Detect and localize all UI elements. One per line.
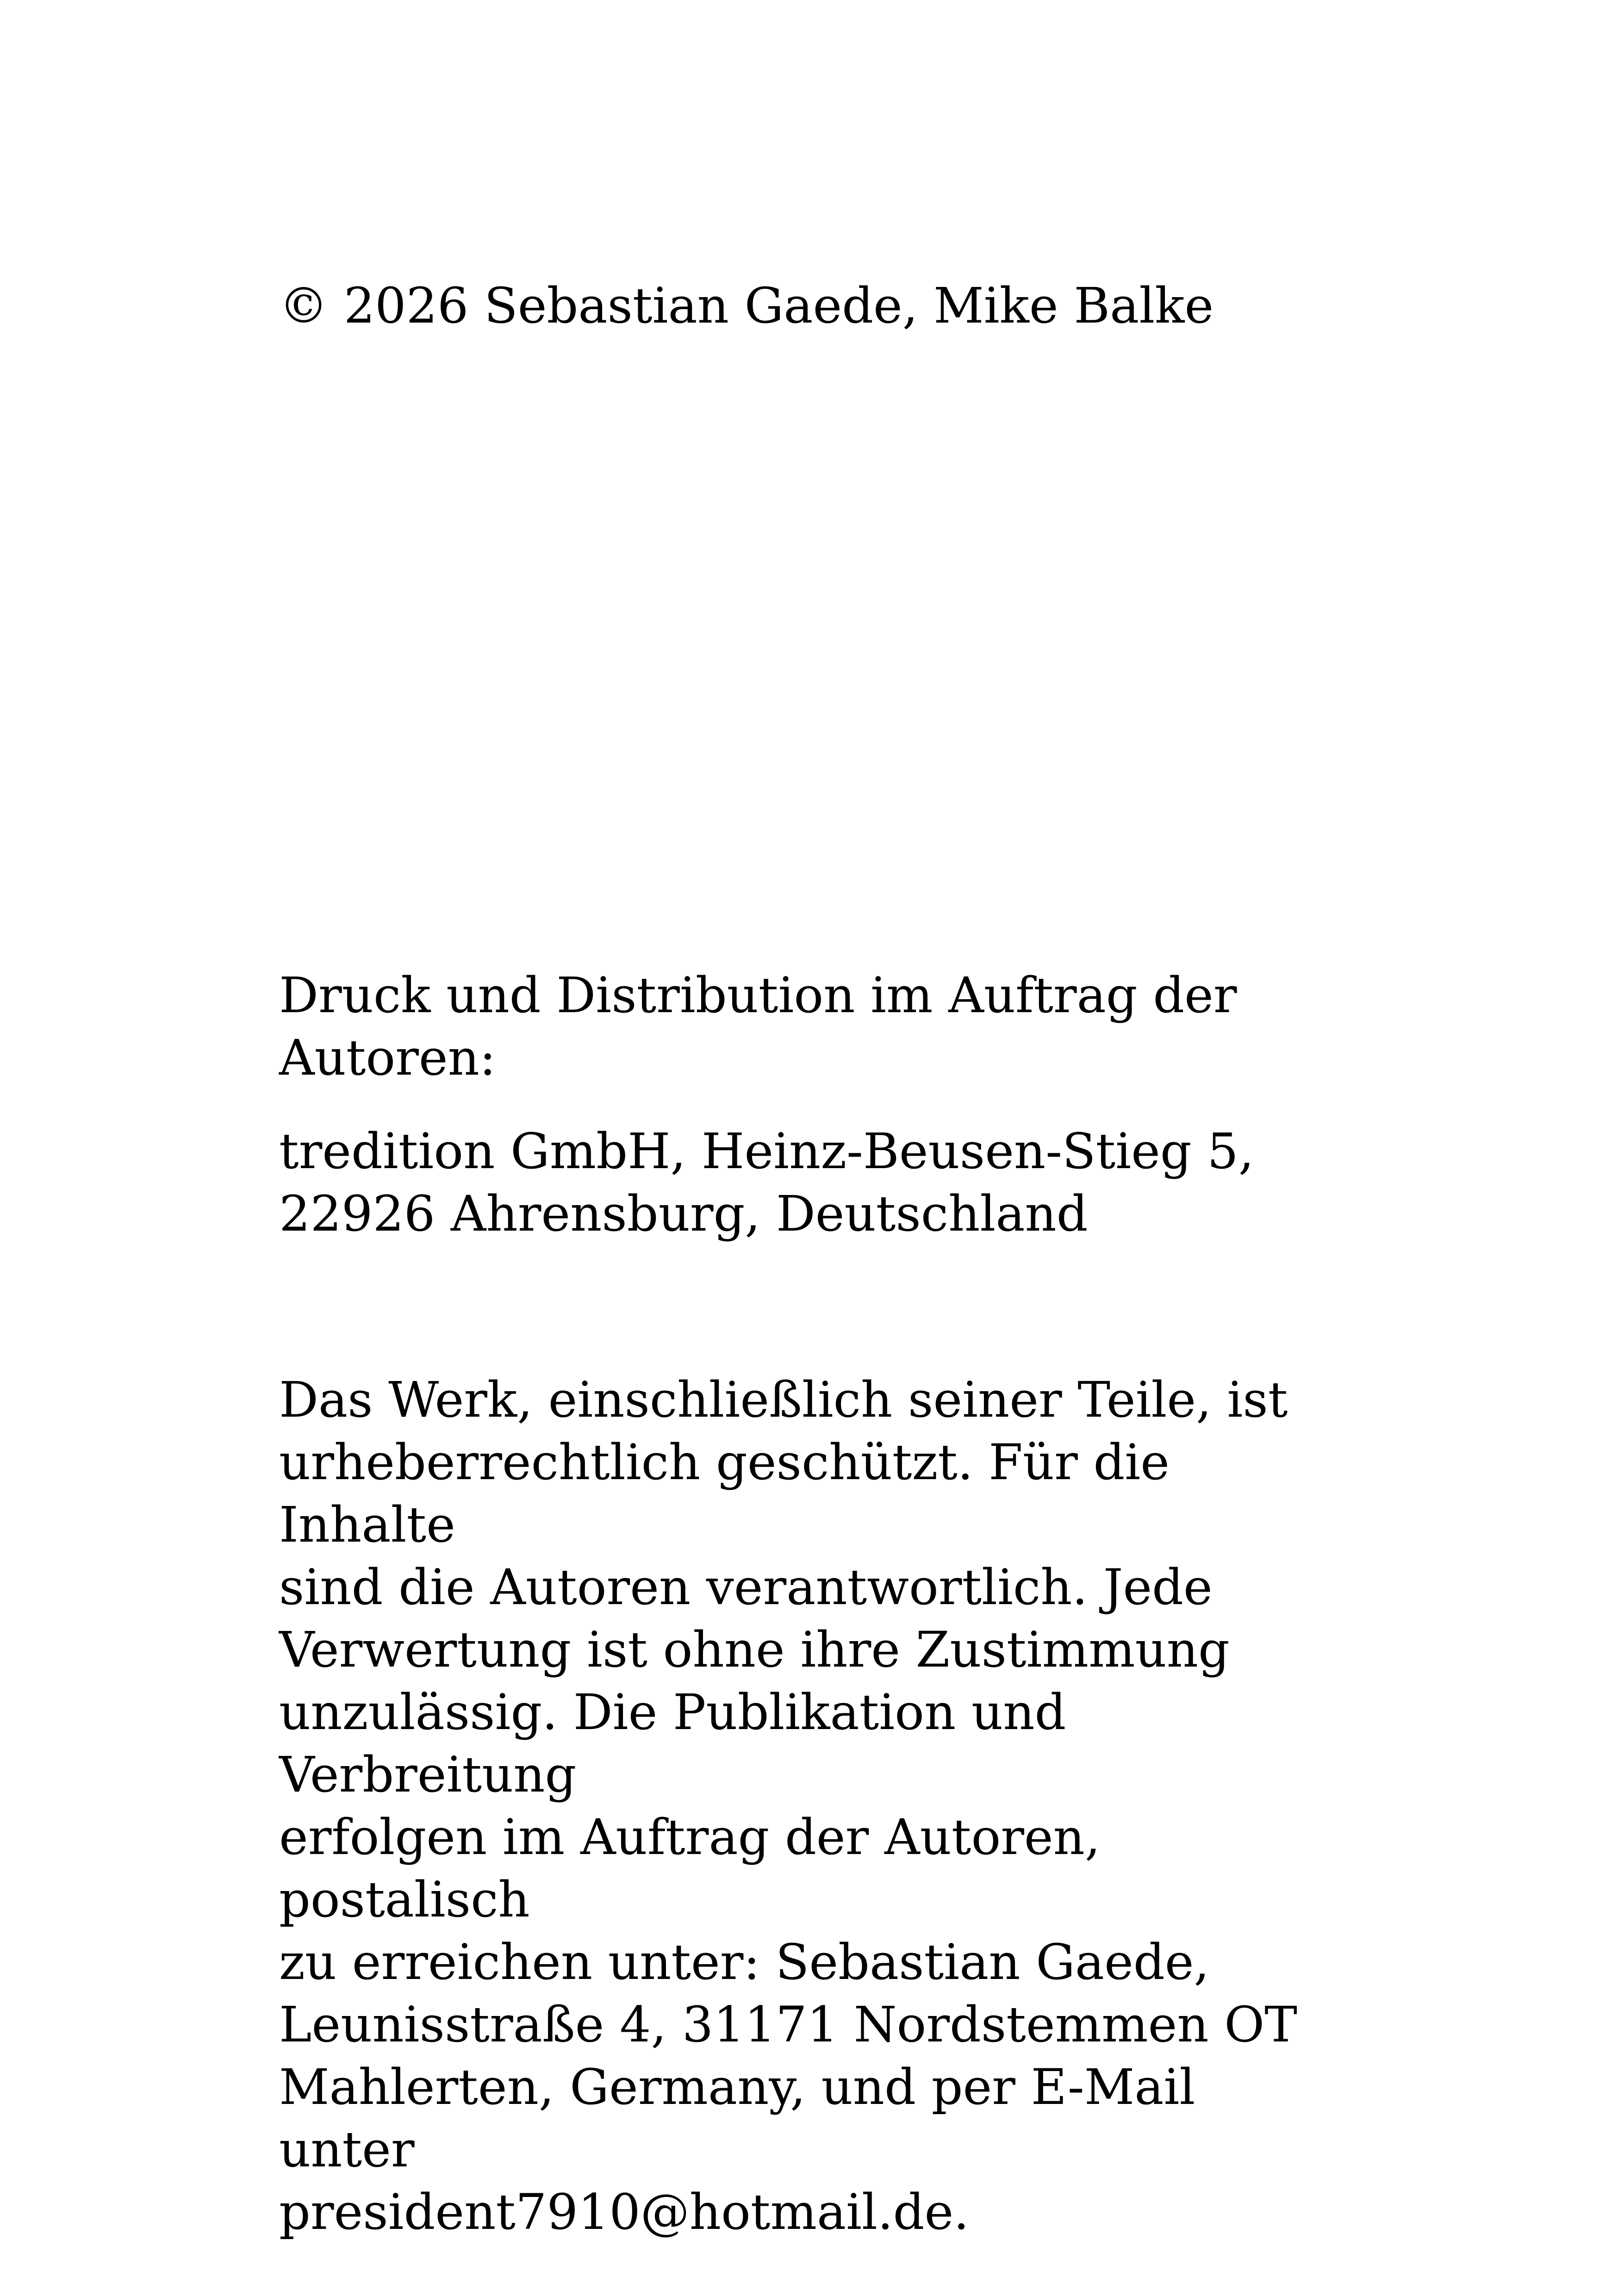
legal-notice: Das Werk, einschließlich seiner Teile, ist urheberrechtlich geschützt. Für die Inhalte sind die Autoren verantwortlich. Jede Verwertung ist ohne ihre Zustimmung unzulässig. Die Publikation und Verbreitung erfolgen im Auftrag der Autoren, postalisch zu erreichen unter: Sebastian Gaede, Leunisstraße 4, 31171 Nordstemmen OT Mahlerten, Germany, und per E-Mail unter president7910@hotmail.de. xyxy=(279,1371,1297,2240)
print-distribution-label: Druck und Distribution im Auftrag der Autoren: xyxy=(279,967,1237,1086)
copyright-line: © 2026 Sebastian Gaede, Mike Balke xyxy=(279,277,1214,334)
publisher-address: tredition GmbH, Heinz-Beusen-Stieg 5, 22926 Ahrensburg, Deutschland xyxy=(279,1123,1254,1242)
